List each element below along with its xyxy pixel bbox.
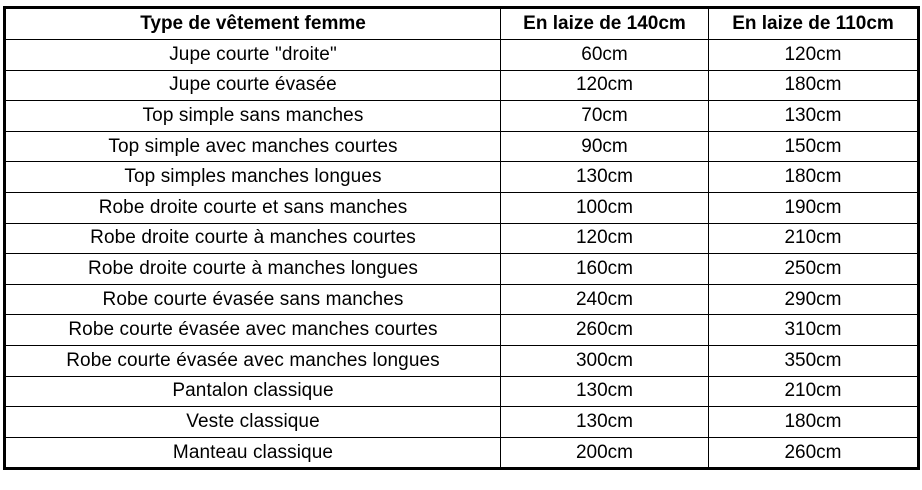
length-140-cell: 100cm bbox=[501, 192, 709, 223]
length-110-cell: 180cm bbox=[709, 162, 919, 193]
length-110-cell: 210cm bbox=[709, 223, 919, 254]
length-140-cell: 260cm bbox=[501, 315, 709, 346]
length-110-cell: 190cm bbox=[709, 192, 919, 223]
garment-type-cell: Robe courte évasée avec manches longues bbox=[5, 345, 501, 376]
garment-type-cell: Jupe courte "droite" bbox=[5, 40, 501, 71]
table-row bbox=[5, 192, 919, 223]
garment-type-cell: Top simple sans manches bbox=[5, 101, 501, 132]
length-140-cell: 130cm bbox=[501, 407, 709, 438]
garment-type-cell: Robe droite courte et sans manches bbox=[5, 192, 501, 223]
length-140-cell: 160cm bbox=[501, 254, 709, 285]
table-row bbox=[5, 223, 919, 254]
length-110-cell: 130cm bbox=[709, 101, 919, 132]
table-body bbox=[5, 40, 919, 469]
table-row bbox=[5, 254, 919, 285]
garment-type-cell: Jupe courte évasée bbox=[5, 70, 501, 101]
header-width-140: En laize de 140cm bbox=[501, 8, 709, 40]
garment-type-cell: Manteau classique bbox=[5, 437, 501, 469]
table-row bbox=[5, 437, 919, 469]
length-110-cell: 150cm bbox=[709, 131, 919, 162]
length-140-cell: 90cm bbox=[501, 131, 709, 162]
length-140-cell: 130cm bbox=[501, 376, 709, 407]
length-140-cell: 300cm bbox=[501, 345, 709, 376]
length-110-cell: 180cm bbox=[709, 70, 919, 101]
table-row bbox=[5, 284, 919, 315]
length-110-cell: 180cm bbox=[709, 407, 919, 438]
garment-type-cell: Veste classique bbox=[5, 407, 501, 438]
table-header bbox=[5, 8, 919, 40]
length-140-cell: 70cm bbox=[501, 101, 709, 132]
header-width-110: En laize de 110cm bbox=[709, 8, 919, 40]
length-110-cell: 250cm bbox=[709, 254, 919, 285]
header-garment-type: Type de vêtement femme bbox=[5, 8, 501, 40]
length-140-cell: 60cm bbox=[501, 40, 709, 71]
length-110-cell: 290cm bbox=[709, 284, 919, 315]
table-row bbox=[5, 40, 919, 71]
length-110-cell: 120cm bbox=[709, 40, 919, 71]
garment-type-cell: Robe droite courte à manches longues bbox=[5, 254, 501, 285]
garment-type-cell: Top simple avec manches courtes bbox=[5, 131, 501, 162]
length-140-cell: 120cm bbox=[501, 223, 709, 254]
table-row bbox=[5, 376, 919, 407]
garment-type-cell: Robe droite courte à manches courtes bbox=[5, 223, 501, 254]
length-140-cell: 240cm bbox=[501, 284, 709, 315]
garment-type-cell: Robe courte évasée avec manches courtes bbox=[5, 315, 501, 346]
length-140-cell: 120cm bbox=[501, 70, 709, 101]
table-row bbox=[5, 407, 919, 438]
length-110-cell: 210cm bbox=[709, 376, 919, 407]
garment-type-cell: Pantalon classique bbox=[5, 376, 501, 407]
garment-type-cell: Robe courte évasée sans manches bbox=[5, 284, 501, 315]
table-row bbox=[5, 101, 919, 132]
length-110-cell: 260cm bbox=[709, 437, 919, 469]
length-110-cell: 310cm bbox=[709, 315, 919, 346]
table-row bbox=[5, 162, 919, 193]
table-row bbox=[5, 315, 919, 346]
length-140-cell: 130cm bbox=[501, 162, 709, 193]
table-row bbox=[5, 131, 919, 162]
length-140-cell: 200cm bbox=[501, 437, 709, 469]
garment-type-cell: Top simples manches longues bbox=[5, 162, 501, 193]
length-110-cell: 350cm bbox=[709, 345, 919, 376]
fabric-requirements-table bbox=[3, 6, 920, 470]
table-row bbox=[5, 345, 919, 376]
table-row bbox=[5, 70, 919, 101]
header-row bbox=[5, 8, 919, 40]
